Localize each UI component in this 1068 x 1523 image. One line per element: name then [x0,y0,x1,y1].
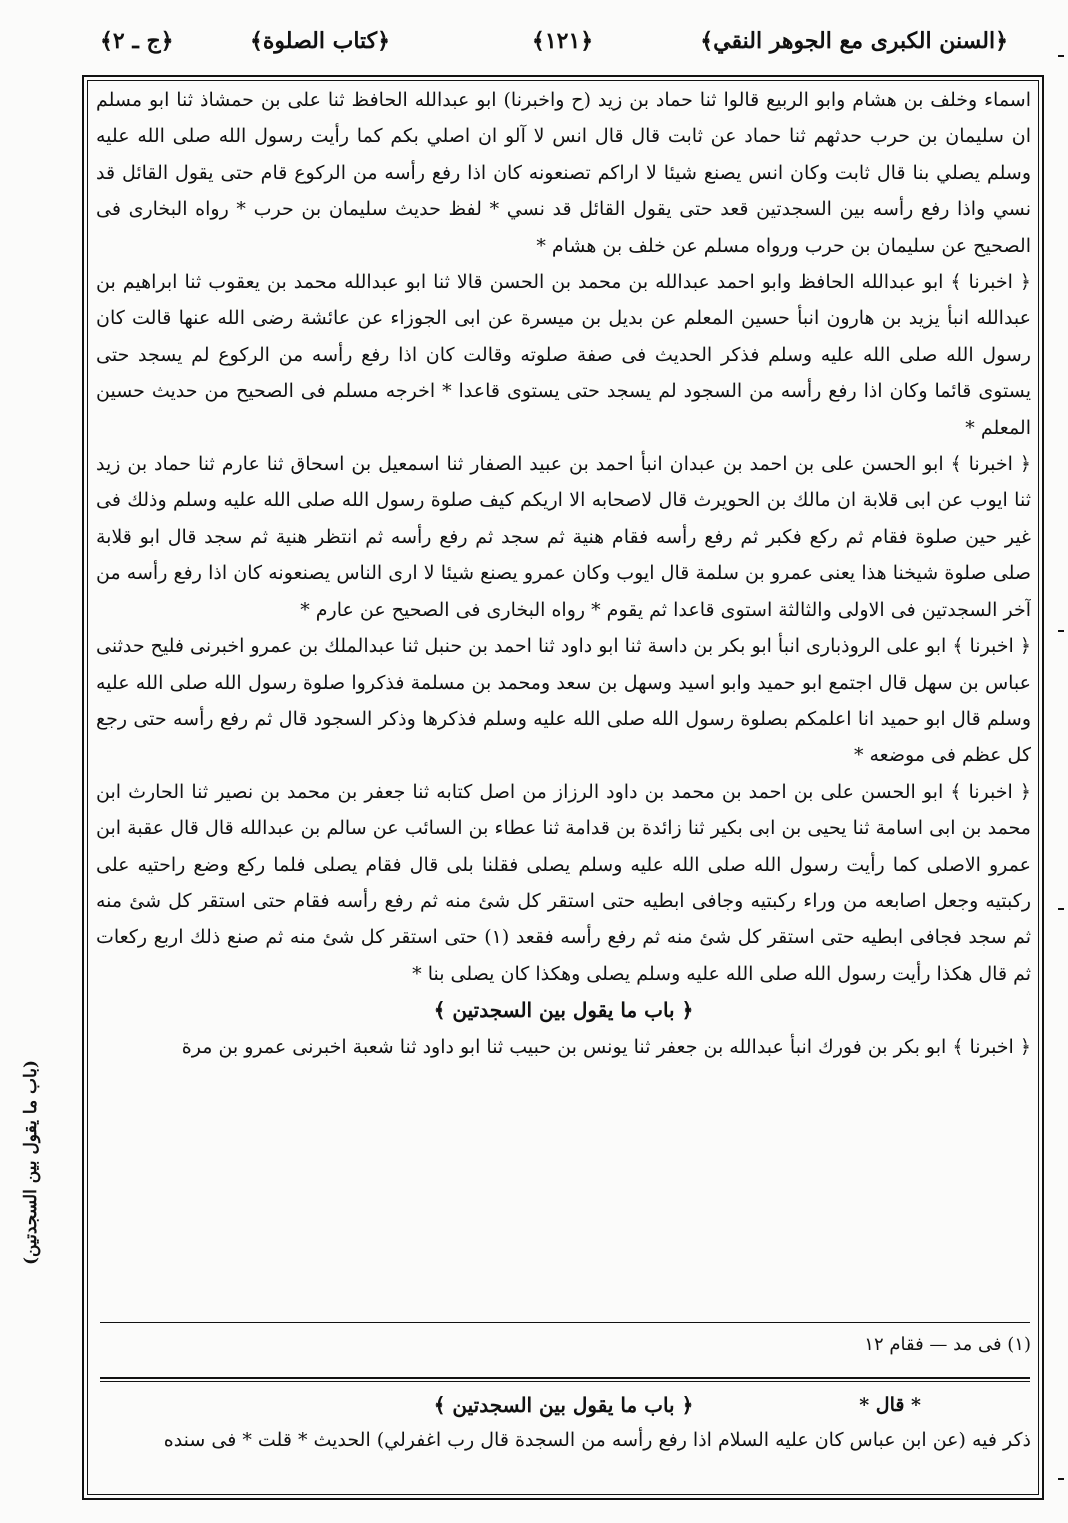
edge-mark [1058,1478,1064,1480]
margin-note-text: (باب ما يقول بين السجدتين) [21,1060,41,1265]
commentary-divider-thin [100,1381,1030,1382]
paragraph: ﴿ اخبرنا ﴾ ابو الحسن على بن احمد بن محمد بن داود الرزاز من اصل كتابه ثنا جعفر بن محمد بن نصير ثنا الحارث ابن محمد بن ابى اسامة ثنا يحيى بن ابى بكير ثنا زائدة بن قدامة ثنا عطاء بن السائب عن سالم بن عبدالله قال قال عقبة ابن عمرو الاصلى كما رأيت رسول الله صلى الله عليه وسلم يصلى فقلنا بلى قال فقام يصلى فلما ركع وضع راحتيه على ركبتيه وجعل اصابعه من وراء ركبتيه وجافى ابطيه حتى استقر كل شئ منه ثم رفع رأسه فقام حتى استقر كل شئ منه ثم سجد فجافى ابطيه حتى استقر كل شئ منه ثم رفع رأسه فقعد (١) حتى استقر كل شئ منه ثم صنع ذلك اربع ركعات ثم قال هكذا رأيت رسول الله صلى الله عليه وسلم يصلى وهكذا كان يصلى بنا * [96,780,1031,985]
page-number: ﴿١٢١﴾ [531,28,594,54]
paragraph: ﴿ اخبرنا ﴾ ابو بكر بن فورك انبأ عبدالله بن جعفر ثنا يونس بن حبيب ثنا ابو داود ثنا شعبة اخبرنى عمرو بن مرة [181,1035,1031,1058]
running-header [80,22,1008,64]
edge-mark [1058,908,1064,910]
paragraph: اسماء وخلف بن هشام وابو الربيع قالوا ثنا حماد بن زيد (ح واخبرنا) ابو عبدالله الحافظ ثنا على بن حمشاذ ثنا ابو مسلم ان سليمان بن حرب حدثهم ثنا حماد عن ثابت قال قال انس لا آلو ان اصلي بكم كما رأيت رسول الله صلى الله عليه وسلم يصلي بنا قال ثابت وكان انس يصنع شيئا لا اراكم تصنعونه كان اذا رفع رأسه من الركوع قام حتى يقول القائل قد نسي واذا رفع رأسه بين السجدتين قعد حتى يقول القائل قد نسي * لفظ حديث سليمان بن حرب * رواه البخارى فى الصحيح عن سليمان بن حرب ورواه مسلم عن خلف بن هشام * [96,89,1031,257]
commentary-label: * قال * [859,1394,921,1416]
edge-mark [1058,55,1064,57]
paragraph: ﴿ اخبرنا ﴾ ابو على الروذبارى انبأ ابو بكر بن داسة ثنا ابو داود ثنا احمد بن حنبل ثنا عبدالملك بن عمرو اخبرنى فليح حدثنى عباس بن سهل قال اجتمع ابو حميد وابو اسيد وسهل بن سعد ومحمد بن مسلمة فذكروا صلوة رسول الله صلى الله عليه وسلم قال ابو حميد انا اعلمكم بصلوة رسول الله صلى الله عليه وسلم فذكرها وذكر السجود قال ثم رفع رأسه حتى رجع كل عظم فى موضعه * [96,635,1031,767]
book-title: ﴿السنن الكبرى مع الجوهر النقي﴾ [700,28,1008,54]
footnote-divider [100,1322,1030,1323]
margin-note [12,1060,50,1520]
edge-mark [1058,630,1064,632]
commentary-heading: ﴿ باب ما يقول بين السجدتين ﴾ [433,1393,694,1417]
volume-number: ﴿ج ـ ٢﴾ [100,28,174,54]
chapter-title: ﴿كتاب الصلوة﴾ [250,28,391,54]
chapter-heading: ﴿ باب ما يقول بين السجدتين ﴾ [433,998,694,1023]
commentary-divider [100,1377,1030,1379]
commentary-section [96,1388,1031,1494]
commentary-text: ذكر فيه (عن ابن عباس كان عليه السلام اذا رفع رأسه من السجدة قال رب اغفرلي) الحديث * قلت * فى سنده [163,1429,1031,1451]
paragraph: ﴿ اخبرنا ﴾ ابو عبدالله الحافظ وابو احمد عبدالله بن محمد بن الحسن قالا ثنا ابو عبدالله محمد بن يعقوب ثنا ابراهيم بن عبدالله انبأ يزيد بن هارون انبأ حسين المعلم عن بديل بن ميسرة عن ابى الجوزاء عن عائشة رضى الله عنها قالت كان رسول الله صلى الله عليه وسلم فذكر الحديث فى صفة صلوته وقالت كان اذا رفع رأسه من الركوع لم يسجد حتى يستوى قائما وكان اذا رفع رأسه من السجود لم يسجد حتى يستوى قاعدا * اخرجه مسلم فى الصحيح من حديث حسين المعلم * [96,271,1031,439]
main-text [96,82,1031,1314]
footnote: (١) فى مد — فقام ١٢ [864,1334,1031,1355]
paragraph: ﴿ اخبرنا ﴾ ابو الحسن على بن احمد بن عبدان انبأ احمد بن عبيد الصفار ثنا اسمعيل بن اسحاق ثنا عارم ثنا حماد بن زيد ثنا ايوب عن ابى قلابة ان مالك بن الحويرث قال لاصحابه الا اريكم كيف صلوة رسول الله صلى الله عليه وسلم وذلك فى غير حين صلوة فقام ثم ركع فكبر ثم رفع رأسه فقام هنية ثم سجد ثم رفع رأسه ثم انتظر هنية ثم سجد قال ابو قلابة صلى صلوة شيخنا هذا يعنى عمرو بن سلمة قال ايوب وكان عمرو يصنع شيئا لا ارى الناس يصنعونه كان اذا رفع رأسه من آخر السجدتين فى الاولى والثالثة استوى قاعدا ثم يقوم * رواه البخارى فى الصحيح عن عارم * [96,453,1031,621]
